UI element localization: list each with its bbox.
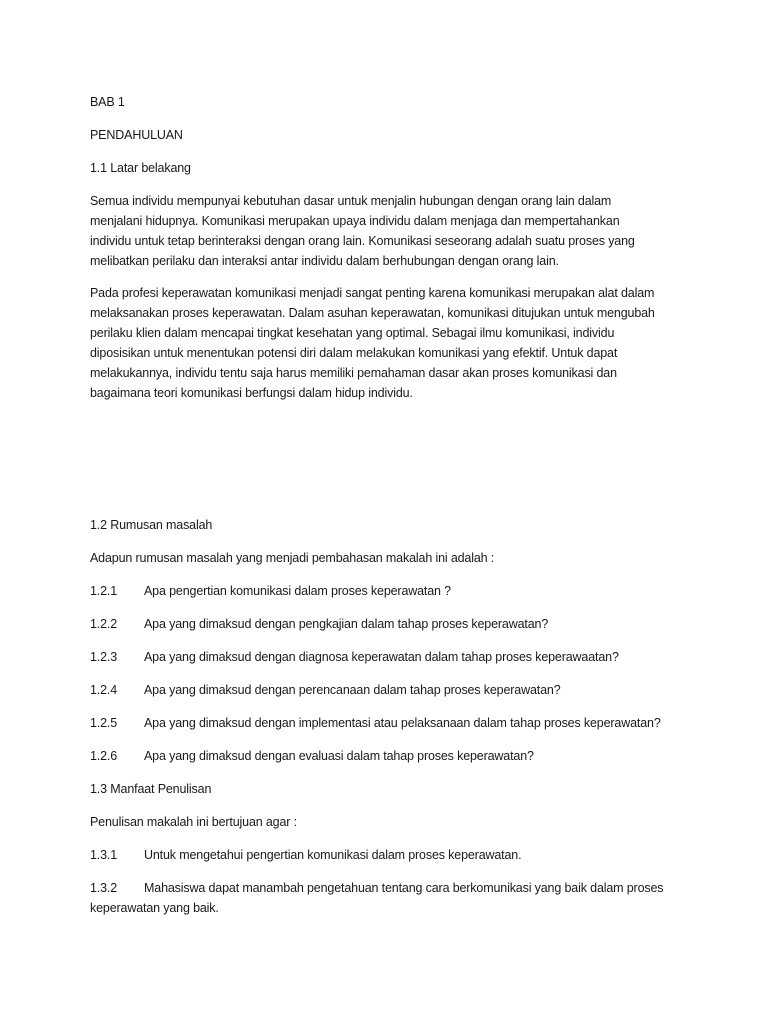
- list-item-number: 1.2.3: [90, 650, 118, 664]
- paragraph-line: individu untuk tetap berinteraksi dengan orang lain. Komunikasi seseorang adalah suatu proses yang: [90, 234, 635, 248]
- list-item-text: Apa yang dimaksud dengan pengkajian dalam tahap proses keperawatan?: [144, 617, 549, 631]
- paragraph-line: Semua individu mempunyai kebutuhan dasar untuk menjalin hubungan dengan orang lain dalam: [90, 194, 612, 208]
- paragraph-line: perilaku klien dalam mencapai tingkat kesehatan yang optimal. Sebagai ilmu komunikasi, individu: [90, 326, 615, 340]
- paragraph-line: melakukannya, individu tentu saja harus memiliki pemahaman dasar akan proses komunikasi dan: [90, 366, 617, 380]
- paragraph-latar-belakang-2: [90, 283, 690, 403]
- list-item-text: Apa yang dimaksud dengan diagnosa keperawatan dalam tahap proses keperawaatan?: [144, 650, 619, 664]
- list-item-number: 1.2.5: [90, 716, 118, 730]
- paragraph-latar-belakang-1: [90, 191, 690, 271]
- list-item-number: 1.2.4: [90, 683, 118, 697]
- manfaat-penulisan-intro: Penulisan makalah ini bertujuan agar :: [90, 815, 297, 829]
- paragraph-line: melaksanakan proses keperawatan. Dalam asuhan keperawatan, komunikasi ditujukan untuk mengubah: [90, 306, 655, 320]
- list-item-text: Apa yang dimaksud dengan implementasi atau pelaksanaan dalam tahap proses keperawatan?: [144, 716, 661, 730]
- list-item-number: 1.2.2: [90, 617, 118, 631]
- section-heading-manfaat-penulisan: 1.3 Manfaat Penulisan: [90, 782, 212, 796]
- list-item-number: 1.2.6: [90, 749, 118, 763]
- paragraph-line: bagaimana teori komunikasi berfungsi dalam hidup individu.: [90, 386, 413, 400]
- list-item-text: Untuk mengetahui pengertian komunikasi dalam proses keperawatan.: [144, 848, 522, 862]
- list-item-number: 1.3.2: [90, 881, 118, 895]
- paragraph-line: Pada profesi keperawatan komunikasi menjadi sangat penting karena komunikasi merupakan alat dalam: [90, 286, 655, 300]
- list-item-number: 1.2.1: [90, 584, 118, 598]
- chapter-title: PENDAHULUAN: [90, 128, 183, 142]
- paragraph-line: menjalani hidupnya. Komunikasi merupakan upaya individu dalam menjaga dan mempertahankan: [90, 214, 620, 228]
- paragraph-line: diposisikan untuk menentukan potensi diri dalam melakukan komunikasi yang efektif. Untuk dapat: [90, 346, 618, 360]
- paragraph-line: melibatkan perilaku dan interaksi antar individu dalam berhubungan dengan orang lain.: [90, 254, 559, 268]
- rumusan-masalah-intro: Adapun rumusan masalah yang menjadi pembahasan makalah ini adalah :: [90, 551, 495, 565]
- list-item-text: Apa yang dimaksud dengan evaluasi dalam tahap proses keperawatan?: [144, 749, 534, 763]
- list-item-number: 1.3.1: [90, 848, 118, 862]
- chapter-label: BAB 1: [90, 95, 125, 109]
- section-heading-rumusan-masalah: 1.2 Rumusan masalah: [90, 518, 213, 532]
- list-item-text: Mahasiswa dapat manambah pengetahuan tentang cara berkomunikasi yang baik dalam proses: [144, 881, 664, 895]
- list-item-text: Apa yang dimaksud dengan perencanaan dalam tahap proses keperawatan?: [144, 683, 561, 697]
- section-heading-latar-belakang: 1.1 Latar belakang: [90, 161, 191, 175]
- list-item-text: Apa pengertian komunikasi dalam proses keperawatan ?: [144, 584, 451, 598]
- list-item-text-continued: keperawatan yang baik.: [90, 901, 219, 915]
